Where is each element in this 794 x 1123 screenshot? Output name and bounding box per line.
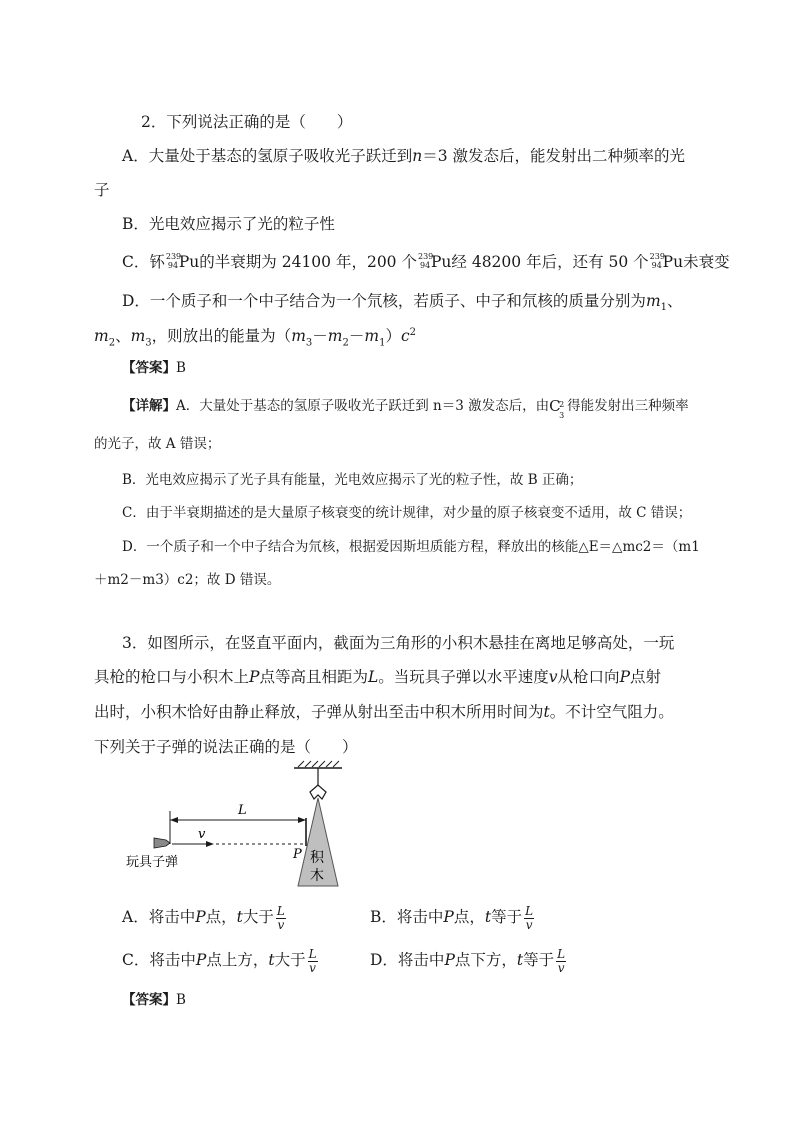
fraction-L-over-v: $\frac{L}{v}$ (308, 946, 317, 975)
velocity-arrowhead (206, 841, 214, 847)
q2-detail-b: B．光电效应揭示了光子具有能量，光电效应揭示了光的粒子性，故 B 正确； (122, 472, 583, 488)
q2-detail-a-cont: 的光子，故 A 错误； (94, 436, 221, 452)
q3-option-c: C．将击中P点上方，t大于 $\frac{L}{v}$ (122, 946, 317, 975)
distance-right-arrow (298, 817, 306, 823)
q2-option-a: A．大量处于基态的氢原子吸收光子跃迁到n＝3 激发态后，能发射出二种频率的光 (122, 147, 685, 165)
fraction-L-over-v: $\frac{L}{v}$ (276, 903, 285, 932)
figure-label-block-1: 积 (310, 850, 324, 866)
q2-detail-d: D．一个质子和一个中子结合为氘核，根据爱因斯坦质能方程，释放出的核能△E＝△mc2＝（m1 (122, 539, 700, 555)
q3-stem-line4: 下列关于子弹的说法正确的是（ ） (94, 738, 358, 756)
q3-option-b: B．将击中P点，t等于 $\frac{L}{v}$ (370, 903, 534, 932)
toy-gun-block-diagram (120, 758, 360, 894)
figure-label-L: L (238, 803, 247, 818)
q2-answer: 【答案】B (122, 360, 186, 376)
fraction-L-over-v: $\frac{L}{v}$ (557, 946, 566, 975)
q2-detail-d-cont: ＋m2－m3）c2；故 D 错误。 (94, 572, 281, 588)
q3-answer: 【答案】B (122, 992, 186, 1008)
q2-stem: 2．下列说法正确的是（ ） (141, 113, 353, 131)
fraction-L-over-v: $\frac{L}{v}$ (525, 903, 534, 932)
figure-label-block-2: 木 (310, 868, 324, 884)
q2-option-a-cont: 子 (94, 181, 110, 199)
q2-option-b: B．光电效应揭示了光的粒子性 (122, 215, 335, 233)
q2-option-c: C．钚 239 94 Pu的半衰期为 24100 年，200 个 239 94 Pu经 48200 年后，还有 50 个 239 94 Pu未衰变 (122, 252, 730, 271)
q3-stem-line2: 具枪的枪口与小积木上P点等高且相距为L。当玩具子弹以水平速度v从枪口向P点射 (94, 668, 662, 686)
q3-stem-line1: 3．如图所示，在竖直平面内，截面为三角形的小积木悬挂在离地足够高处，一玩 (122, 634, 675, 652)
toy-bullet (154, 838, 170, 848)
distance-left-arrow (170, 817, 178, 823)
release-clamp (310, 785, 326, 799)
q3-option-a: A．将击中P点，t大于 $\frac{L}{v}$ (122, 903, 285, 932)
q2-detail-a: 【详解】A．大量处于基态的氢原子吸收光子跃迁到 n＝3 激发态后，由 C 2 3 得能发射出三种频率 (122, 397, 689, 420)
figure-label-P: P (293, 847, 302, 862)
q3-stem-line3: 出时，小积木恰好由静止释放，子弹从射出至击中积木所用时间为t。不计空气阻力。 (94, 703, 674, 721)
q3-option-d: D．将击中P点下方，t等于 $\frac{L}{v}$ (370, 946, 566, 975)
combination-symbol: C 2 3 (549, 397, 565, 420)
pu-isotope-mark: 239 94 (165, 252, 182, 270)
q2-option-d-cont: $m_2$、$m_3$，则放出的能量为$(m_3-m_2-m_1)c^2$ (94, 327, 417, 349)
figure-label-v: v (198, 827, 206, 842)
pu-isotope-mark: 239 94 (649, 252, 665, 270)
figure-label-bullet: 玩具子弹 (126, 855, 179, 870)
pu-isotope-mark: 239 94 (417, 252, 434, 270)
q2-option-d: D．一个质子和一个中子结合为一个氘核，若质子、中子和氘核的质量分别为$m_1$、 (122, 292, 683, 314)
ceiling-hatch (298, 761, 339, 767)
q2-detail-c: C．由于半衰期描述的是大量原子核衰变的统计规律，对少量的原子核衰变不适用，故 C 错误； (122, 505, 692, 521)
